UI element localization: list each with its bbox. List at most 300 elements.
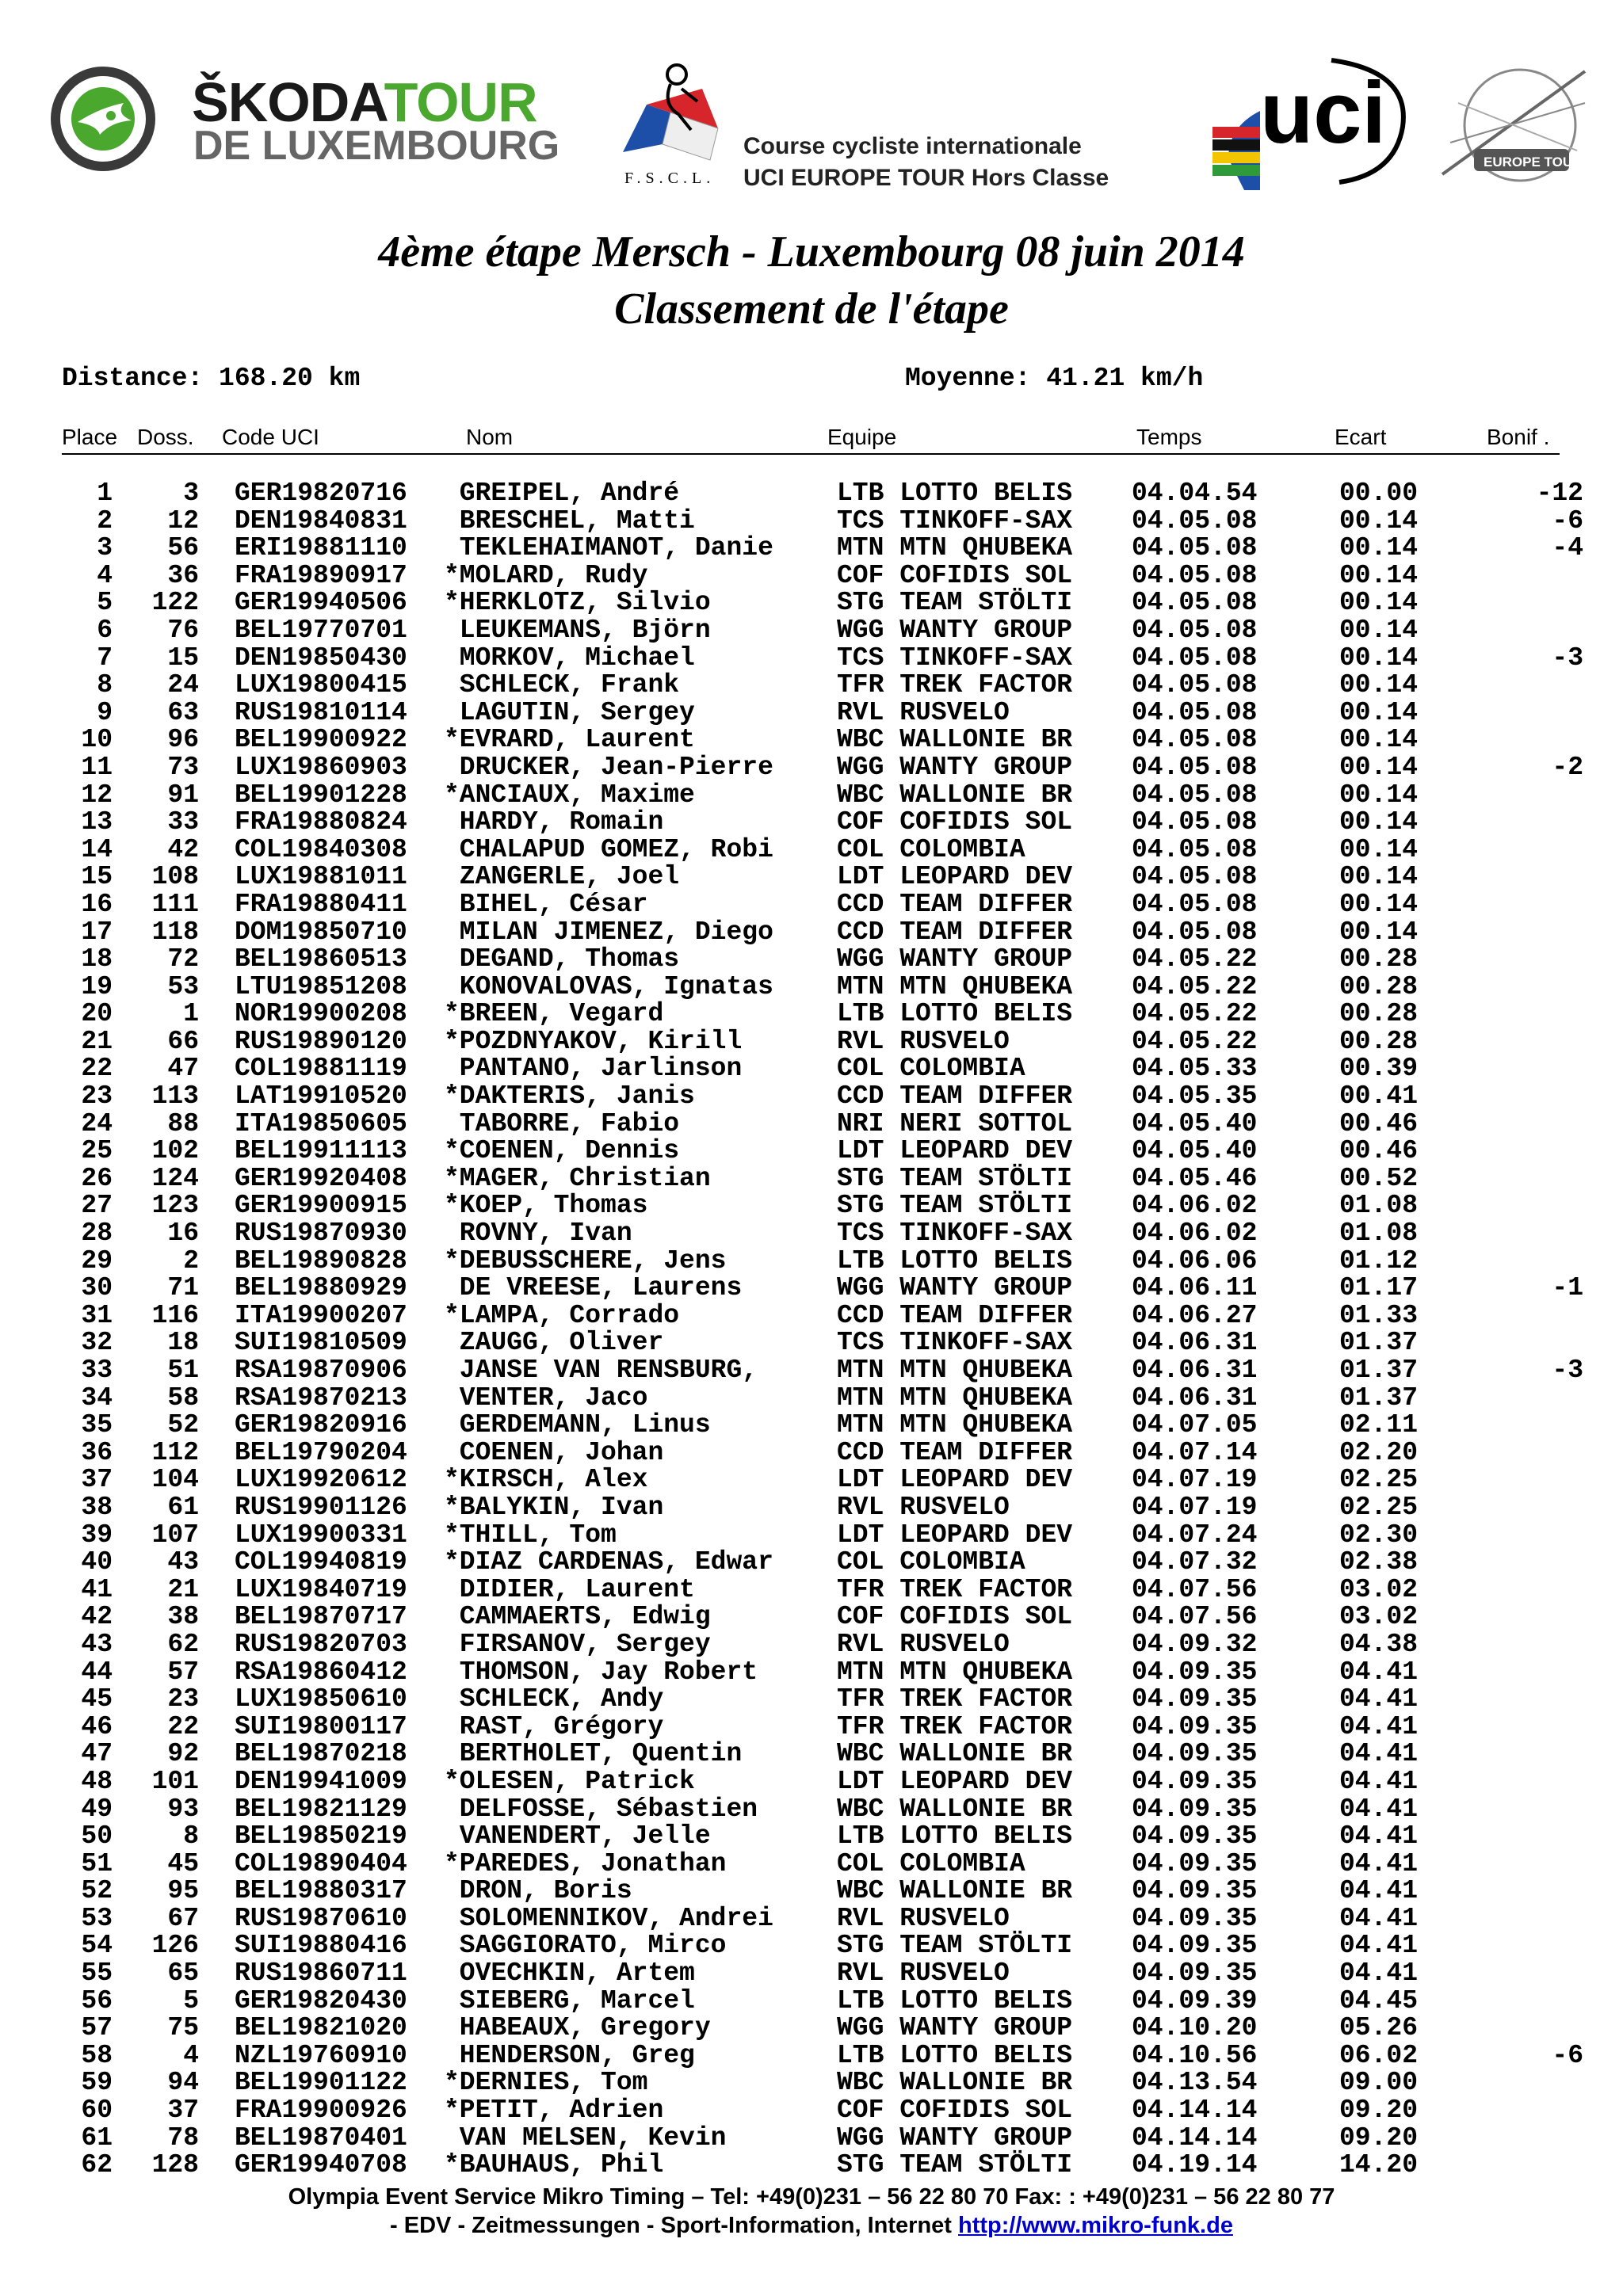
- cell-place: 59: [81, 2068, 113, 2098]
- cell-ecart: 00.46: [1339, 1136, 1419, 1166]
- europe-tour-text: EUROPE TOUR: [1484, 154, 1583, 170]
- cell-equipe: STG TEAM STÖLTI: [837, 1931, 1073, 1961]
- cell-equipe: WGG WANTY GROUP: [837, 2122, 1073, 2153]
- cell-code-uci: BEL19901228: [235, 780, 407, 810]
- cell-equipe: RVL RUSVELO: [837, 1629, 1010, 1659]
- cell-place: 51: [81, 1848, 113, 1878]
- cell-place: 58: [81, 2040, 113, 2070]
- cell-bonif: -12: [1536, 479, 1583, 508]
- cell-equipe: LDT LEOPARD DEV: [837, 862, 1073, 892]
- cell-code-uci: SUI19880416: [235, 1931, 407, 1961]
- cell-temps: 04.09.35: [1132, 1876, 1258, 1906]
- cell-equipe: COL COLOMBIA: [837, 1054, 1025, 1084]
- cell-equipe: TCS TINKOFF-SAX: [837, 1219, 1073, 1249]
- table-row: [0, 1412, 1623, 1440]
- table-row: [0, 1741, 1623, 1768]
- cell-place: 36: [81, 1437, 113, 1467]
- cell-doss: 113: [151, 1081, 199, 1112]
- cell-code-uci: RUS19820703: [235, 1629, 407, 1659]
- table-row: [0, 535, 1623, 563]
- cell-temps: 04.05.08: [1132, 697, 1258, 727]
- table-row: [0, 1711, 1623, 1741]
- cell-ecart: 00.14: [1339, 533, 1419, 563]
- table-row: [0, 697, 1623, 727]
- table-row: [0, 1138, 1623, 1165]
- cell-doss: 95: [167, 1876, 199, 1906]
- cell-ecart: 00.14: [1339, 889, 1419, 919]
- cell-nom: MORKOV, Michael: [444, 643, 695, 673]
- table-row: [0, 727, 1623, 754]
- cell-place: 54: [81, 1931, 113, 1961]
- cell-equipe: STG TEAM STÖLTI: [837, 1163, 1073, 1193]
- cell-equipe: MTN MTN QHUBEKA: [837, 1383, 1073, 1413]
- cell-ecart: 02.30: [1339, 1520, 1419, 1550]
- cell-doss: 63: [167, 697, 199, 727]
- cell-temps: 04.05.08: [1132, 889, 1258, 919]
- cell-doss: 71: [167, 1273, 199, 1303]
- cell-nom: *PAREDES, Jonathan: [444, 1848, 727, 1878]
- cell-temps: 04.05.08: [1132, 615, 1258, 645]
- cell-equipe: RVL RUSVELO: [837, 1958, 1010, 1989]
- cell-temps: 04.07.14: [1132, 1437, 1258, 1467]
- cell-code-uci: RSA19870213: [235, 1383, 407, 1413]
- cell-ecart: 04.41: [1339, 1931, 1419, 1961]
- cell-code-uci: DEN19840831: [235, 505, 407, 536]
- cell-doss: 23: [167, 1684, 199, 1714]
- cell-temps: 04.19.14: [1132, 2150, 1258, 2180]
- cell-temps: 04.07.56: [1132, 1574, 1258, 1604]
- cell-equipe: TFR TREK FACTOR: [837, 670, 1073, 700]
- cell-place: 24: [81, 1108, 113, 1138]
- cell-ecart: 01.17: [1339, 1273, 1419, 1303]
- cell-equipe: LTB LOTTO BELIS: [837, 2040, 1073, 2070]
- cell-nom: BIHEL, César: [444, 889, 648, 919]
- cell-temps: 04.06.02: [1132, 1191, 1258, 1221]
- col-temps: Temps: [1136, 425, 1202, 449]
- table-row: [0, 1932, 1623, 1960]
- table-row: [0, 782, 1623, 810]
- table-row: [0, 2152, 1623, 2180]
- cell-nom: DRUCKER, Jean-Pierre: [444, 752, 773, 782]
- cell-temps: 04.09.35: [1132, 1903, 1258, 1933]
- cell-doss: 118: [151, 917, 199, 947]
- cell-equipe: MTN MTN QHUBEKA: [837, 1410, 1073, 1440]
- cell-bonif: -6: [1552, 505, 1583, 536]
- cell-place: 43: [81, 1629, 113, 1659]
- cell-code-uci: GER19900915: [235, 1191, 407, 1221]
- cell-ecart: 01.12: [1339, 1245, 1419, 1276]
- cell-code-uci: BEL19790204: [235, 1437, 407, 1467]
- cell-code-uci: RUS19901126: [235, 1492, 407, 1522]
- cell-place: 26: [81, 1163, 113, 1193]
- cell-doss: 128: [151, 2150, 199, 2180]
- cell-code-uci: BEL19821129: [235, 1794, 407, 1824]
- col-bonif: Bonif .: [1487, 425, 1550, 449]
- table-row: [0, 1494, 1623, 1522]
- cell-ecart: 00.14: [1339, 917, 1419, 947]
- cell-ecart: 00.14: [1339, 615, 1419, 645]
- cell-code-uci: RUS19870610: [235, 1903, 407, 1933]
- skoda-tour-logo: [51, 63, 566, 169]
- cell-ecart: 04.41: [1339, 1848, 1419, 1878]
- table-row: [0, 1878, 1623, 1905]
- cell-place: 30: [81, 1273, 113, 1303]
- cell-nom: *POZDNYAKOV, Kirill: [444, 1026, 743, 1056]
- cell-ecart: 00.28: [1339, 944, 1419, 974]
- col-doss: Doss.: [137, 425, 194, 449]
- cell-code-uci: BEL19901122: [235, 2068, 407, 2098]
- cell-code-uci: LUX19850610: [235, 1684, 407, 1714]
- cell-equipe: TCS TINKOFF-SAX: [837, 1328, 1073, 1358]
- cell-temps: 04.05.08: [1132, 560, 1258, 590]
- cell-equipe: TFR TREK FACTOR: [837, 1711, 1073, 1741]
- cell-bonif: -6: [1552, 2040, 1583, 2070]
- cell-code-uci: RSA19860412: [235, 1657, 407, 1687]
- cell-equipe: MTN MTN QHUBEKA: [837, 533, 1073, 563]
- cell-ecart: 00.14: [1339, 725, 1419, 755]
- cell-temps: 04.07.32: [1132, 1547, 1258, 1577]
- cell-temps: 04.07.56: [1132, 1602, 1258, 1632]
- cell-ecart: 01.37: [1339, 1383, 1419, 1413]
- cell-equipe: TFR TREK FACTOR: [837, 1684, 1073, 1714]
- table-row: [0, 617, 1623, 645]
- cell-code-uci: DEN19850430: [235, 643, 407, 673]
- cell-code-uci: BEL19880317: [235, 1876, 407, 1906]
- table-row: [0, 1028, 1623, 1056]
- cell-ecart: 00.14: [1339, 697, 1419, 727]
- cell-temps: 04.09.35: [1132, 1821, 1258, 1852]
- cell-ecart: 04.41: [1339, 1739, 1419, 1769]
- cell-equipe: STG TEAM STÖLTI: [837, 2150, 1073, 2180]
- table-row: [0, 1960, 1623, 1988]
- cell-place: 3: [97, 533, 113, 563]
- cell-temps: 04.06.06: [1132, 1245, 1258, 1276]
- cell-temps: 04.05.08: [1132, 643, 1258, 673]
- cell-doss: 21: [167, 1574, 199, 1604]
- cell-nom: COENEN, Johan: [444, 1437, 664, 1467]
- table-row: [0, 1466, 1623, 1494]
- table-row: [0, 1823, 1623, 1851]
- uci-europe-tour-logo: [1426, 55, 1593, 198]
- cell-place: 31: [81, 1300, 113, 1330]
- cell-temps: 04.05.08: [1132, 533, 1258, 563]
- table-row: [0, 919, 1623, 947]
- table-row: [0, 834, 1623, 864]
- table-row: [0, 1302, 1623, 1330]
- skoda-tour-subtitle: DE LUXEMBOURG: [193, 123, 560, 169]
- cell-doss: 88: [167, 1108, 199, 1138]
- cell-place: 12: [81, 780, 113, 810]
- cell-doss: 75: [167, 2013, 199, 2043]
- cell-doss: 123: [151, 1191, 199, 1221]
- cell-code-uci: ITA19850605: [235, 1108, 407, 1138]
- cell-ecart: 00.14: [1339, 505, 1419, 536]
- cell-doss: 91: [167, 780, 199, 810]
- cell-code-uci: NZL19760910: [235, 2040, 407, 2070]
- cell-temps: 04.06.11: [1132, 1273, 1258, 1303]
- table-row: [0, 1192, 1623, 1220]
- cell-place: 35: [81, 1410, 113, 1440]
- cell-equipe: RVL RUSVELO: [837, 697, 1010, 727]
- cell-equipe: CCD TEAM DIFFER: [837, 1081, 1073, 1112]
- cell-nom: SAGGIORATO, Mirco: [444, 1931, 727, 1961]
- cell-nom: BRESCHEL, Matti: [444, 505, 695, 536]
- cell-nom: JANSE VAN RENSBURG,: [444, 1356, 758, 1385]
- cell-temps: 04.05.22: [1132, 1026, 1258, 1056]
- cell-place: 42: [81, 1602, 113, 1632]
- cell-doss: 102: [151, 1136, 199, 1166]
- cell-code-uci: RUS19860711: [235, 1958, 407, 1989]
- cell-temps: 04.10.20: [1132, 2013, 1258, 2043]
- table-row: [0, 1686, 1623, 1714]
- cell-nom: FIRSANOV, Sergey: [444, 1629, 711, 1659]
- cell-ecart: 04.45: [1339, 1985, 1419, 2016]
- cell-equipe: WGG WANTY GROUP: [837, 1273, 1073, 1303]
- cell-nom: *MOLARD, Rudy: [444, 560, 648, 590]
- cell-temps: 04.05.46: [1132, 1163, 1258, 1193]
- table-row: [0, 1631, 1623, 1659]
- cell-code-uci: DOM19850710: [235, 917, 407, 947]
- table-row: [0, 1055, 1623, 1083]
- cell-code-uci: BEL19890828: [235, 1245, 407, 1276]
- cell-temps: 04.06.31: [1132, 1383, 1258, 1413]
- cell-nom: *PETIT, Adrien: [444, 2096, 664, 2126]
- cell-doss: 112: [151, 1437, 199, 1467]
- cell-code-uci: ERI19881110: [235, 533, 407, 563]
- cell-doss: 36: [167, 560, 199, 590]
- cell-ecart: 04.41: [1339, 1958, 1419, 1989]
- cell-doss: 76: [167, 615, 199, 645]
- cell-place: 61: [81, 2122, 113, 2153]
- table-row: [0, 1245, 1623, 1276]
- table-row: [0, 1768, 1623, 1796]
- cell-temps: 04.09.35: [1132, 1848, 1258, 1878]
- cell-doss: 24: [167, 670, 199, 700]
- cell-place: 53: [81, 1903, 113, 1933]
- cell-code-uci: BEL19870717: [235, 1602, 407, 1632]
- cell-code-uci: FRA19900926: [235, 2096, 407, 2126]
- cell-doss: 94: [167, 2068, 199, 2098]
- cell-temps: 04.05.08: [1132, 917, 1258, 947]
- cell-nom: *OLESEN, Patrick: [444, 1766, 695, 1796]
- cell-temps: 04.06.27: [1132, 1300, 1258, 1330]
- cell-bonif: -4: [1552, 533, 1583, 563]
- cell-nom: KONOVALOVAS, Ignatas: [444, 971, 773, 1001]
- cell-ecart: 00.41: [1339, 1081, 1419, 1112]
- cell-nom: *BAUHAUS, Phil: [444, 2150, 664, 2180]
- cell-code-uci: SUI19810509: [235, 1328, 407, 1358]
- cell-ecart: 01.37: [1339, 1356, 1419, 1385]
- results-table: [0, 480, 1623, 2180]
- cell-equipe: WBC WALLONIE BR: [837, 1739, 1073, 1769]
- cell-equipe: LTB LOTTO BELIS: [837, 999, 1073, 1029]
- cell-code-uci: LAT19910520: [235, 1081, 407, 1112]
- cell-ecart: 00.28: [1339, 971, 1419, 1001]
- cell-equipe: WBC WALLONIE BR: [837, 1876, 1073, 1906]
- cell-ecart: 04.38: [1339, 1629, 1419, 1659]
- cell-temps: 04.07.24: [1132, 1520, 1258, 1550]
- col-code-uci: Code UCI: [222, 425, 319, 449]
- cell-equipe: MTN MTN QHUBEKA: [837, 971, 1073, 1001]
- cell-ecart: 00.28: [1339, 999, 1419, 1029]
- cell-nom: *HERKLOTZ, Silvio: [444, 588, 711, 618]
- cell-temps: 04.10.56: [1132, 2040, 1258, 2070]
- cell-code-uci: LTU19851208: [235, 971, 407, 1001]
- cell-place: 55: [81, 1958, 113, 1989]
- cell-place: 21: [81, 1026, 113, 1056]
- cell-equipe: WGG WANTY GROUP: [837, 752, 1073, 782]
- col-place: Place: [62, 425, 118, 449]
- cell-code-uci: BEL19911113: [235, 1136, 407, 1166]
- cell-temps: 04.09.35: [1132, 1739, 1258, 1769]
- cell-temps: 04.05.08: [1132, 670, 1258, 700]
- cell-place: 28: [81, 1219, 113, 1249]
- cell-equipe: WBC WALLONIE BR: [837, 725, 1073, 755]
- cell-equipe: COL COLOMBIA: [837, 1848, 1025, 1878]
- cell-doss: 5: [183, 1985, 199, 2016]
- table-row: [0, 946, 1623, 974]
- cell-place: 2: [97, 505, 113, 536]
- table-row: [0, 1357, 1623, 1385]
- cell-doss: 8: [183, 1821, 199, 1852]
- cell-nom: PANTANO, Jarlinson: [444, 1054, 743, 1084]
- cell-equipe: STG TEAM STÖLTI: [837, 1191, 1073, 1221]
- cell-place: 22: [81, 1054, 113, 1084]
- table-row: [0, 1385, 1623, 1413]
- cell-place: 7: [97, 643, 113, 673]
- cell-temps: 04.05.08: [1132, 780, 1258, 810]
- cell-doss: 52: [167, 1410, 199, 1440]
- cell-nom: ROVNY, Ivan: [444, 1219, 632, 1249]
- cell-temps: 04.05.08: [1132, 588, 1258, 618]
- table-row: [0, 1108, 1623, 1138]
- cell-doss: 18: [167, 1328, 199, 1358]
- cell-nom: *KIRSCH, Alex: [444, 1465, 648, 1495]
- cell-temps: 04.05.08: [1132, 834, 1258, 864]
- cell-temps: 04.06.31: [1132, 1328, 1258, 1358]
- cell-doss: 1: [183, 999, 199, 1029]
- cell-doss: 12: [167, 505, 199, 536]
- cell-code-uci: RSA19870906: [235, 1356, 407, 1385]
- cell-equipe: LTB LOTTO BELIS: [837, 1985, 1073, 2016]
- cell-temps: 04.09.32: [1132, 1629, 1258, 1659]
- cell-nom: SCHLECK, Andy: [444, 1684, 664, 1714]
- cell-code-uci: COL19881119: [235, 1054, 407, 1084]
- cell-temps: 04.05.08: [1132, 725, 1258, 755]
- cell-temps: 04.05.22: [1132, 999, 1258, 1029]
- cell-ecart: 03.02: [1339, 1602, 1419, 1632]
- cell-place: 57: [81, 2013, 113, 2043]
- cell-doss: 56: [167, 533, 199, 563]
- cell-code-uci: BEL19850219: [235, 1821, 407, 1852]
- cell-temps: 04.14.14: [1132, 2096, 1258, 2126]
- table-row: [0, 809, 1623, 837]
- cell-ecart: 00.14: [1339, 834, 1419, 864]
- cell-place: 9: [97, 697, 113, 727]
- cell-place: 19: [81, 971, 113, 1001]
- cell-temps: 04.05.40: [1132, 1108, 1258, 1138]
- cell-equipe: WGG WANTY GROUP: [837, 944, 1073, 974]
- table-row: [0, 1659, 1623, 1687]
- cell-nom: DRON, Boris: [444, 1876, 632, 1906]
- cell-nom: *THILL, Tom: [444, 1520, 617, 1550]
- cell-doss: 53: [167, 971, 199, 1001]
- cell-ecart: 00.14: [1339, 780, 1419, 810]
- cell-doss: 93: [167, 1794, 199, 1824]
- table-row: [0, 1985, 1623, 2016]
- cell-place: 4: [97, 560, 113, 590]
- table-row: [0, 1522, 1623, 1550]
- table-row: [0, 2042, 1623, 2070]
- cell-equipe: LTB LOTTO BELIS: [837, 1245, 1073, 1276]
- cell-ecart: 02.11: [1339, 1410, 1419, 1440]
- table-row: [0, 1329, 1623, 1357]
- table-row: [0, 1905, 1623, 1933]
- cell-place: 1: [97, 479, 113, 508]
- cell-doss: 38: [167, 1602, 199, 1632]
- table-row: [0, 1275, 1623, 1302]
- cell-code-uci: RUS19870930: [235, 1219, 407, 1249]
- cell-nom: *LAMPA, Corrado: [444, 1300, 680, 1330]
- cell-equipe: MTN MTN QHUBEKA: [837, 1657, 1073, 1687]
- table-row: [0, 1165, 1623, 1193]
- cell-nom: DIDIER, Laurent: [444, 1574, 695, 1604]
- stage-title: 4ème étape Mersch - Luxembourg 08 juin 2014: [378, 227, 1245, 277]
- cell-code-uci: BEL19860513: [235, 944, 407, 974]
- cell-code-uci: LUX19860903: [235, 752, 407, 782]
- cell-code-uci: BEL19870401: [235, 2122, 407, 2153]
- cell-temps: 04.04.54: [1132, 479, 1258, 508]
- col-ecart: Ecart: [1335, 425, 1387, 449]
- cell-doss: 61: [167, 1492, 199, 1522]
- cell-ecart: 02.25: [1339, 1465, 1419, 1495]
- cell-temps: 04.09.35: [1132, 1657, 1258, 1687]
- table-row: [0, 2069, 1623, 2097]
- cell-doss: 58: [167, 1383, 199, 1413]
- table-row: [0, 1848, 1623, 1878]
- cell-equipe: COF COFIDIS SOL: [837, 807, 1073, 837]
- website-link[interactable]: http://www.mikro-funk.de: [958, 2213, 1233, 2238]
- cell-doss: 37: [167, 2096, 199, 2126]
- cell-temps: 04.05.35: [1132, 1081, 1258, 1112]
- cell-code-uci: NOR19900208: [235, 999, 407, 1029]
- cell-code-uci: FRA19890917: [235, 560, 407, 590]
- cell-doss: 101: [151, 1766, 199, 1796]
- table-row: [0, 1437, 1623, 1467]
- cell-equipe: LDT LEOPARD DEV: [837, 1136, 1073, 1166]
- cell-nom: DEGAND, Thomas: [444, 944, 680, 974]
- table-row: [0, 480, 1623, 508]
- stage-subtitle: Classement de l'étape: [614, 284, 1009, 334]
- cell-code-uci: BEL19900922: [235, 725, 407, 755]
- cell-nom: LEUKEMANS, Björn: [444, 615, 711, 645]
- cell-doss: 124: [151, 1163, 199, 1193]
- cell-ecart: 00.52: [1339, 1163, 1419, 1193]
- table-row: [0, 2122, 1623, 2153]
- cell-temps: 04.05.08: [1132, 505, 1258, 536]
- cell-place: 11: [81, 752, 113, 782]
- cell-ecart: 04.41: [1339, 1876, 1419, 1906]
- cell-nom: *KOEP, Thomas: [444, 1191, 648, 1221]
- cell-code-uci: LUX19920612: [235, 1465, 407, 1495]
- table-row: [0, 589, 1623, 617]
- cell-code-uci: RUS19810114: [235, 697, 407, 727]
- cell-code-uci: GER19820916: [235, 1410, 407, 1440]
- cell-ecart: 00.14: [1339, 670, 1419, 700]
- cell-equipe: WGG WANTY GROUP: [837, 615, 1073, 645]
- cell-code-uci: GER19820430: [235, 1985, 407, 2016]
- cell-ecart: 02.20: [1339, 1437, 1419, 1467]
